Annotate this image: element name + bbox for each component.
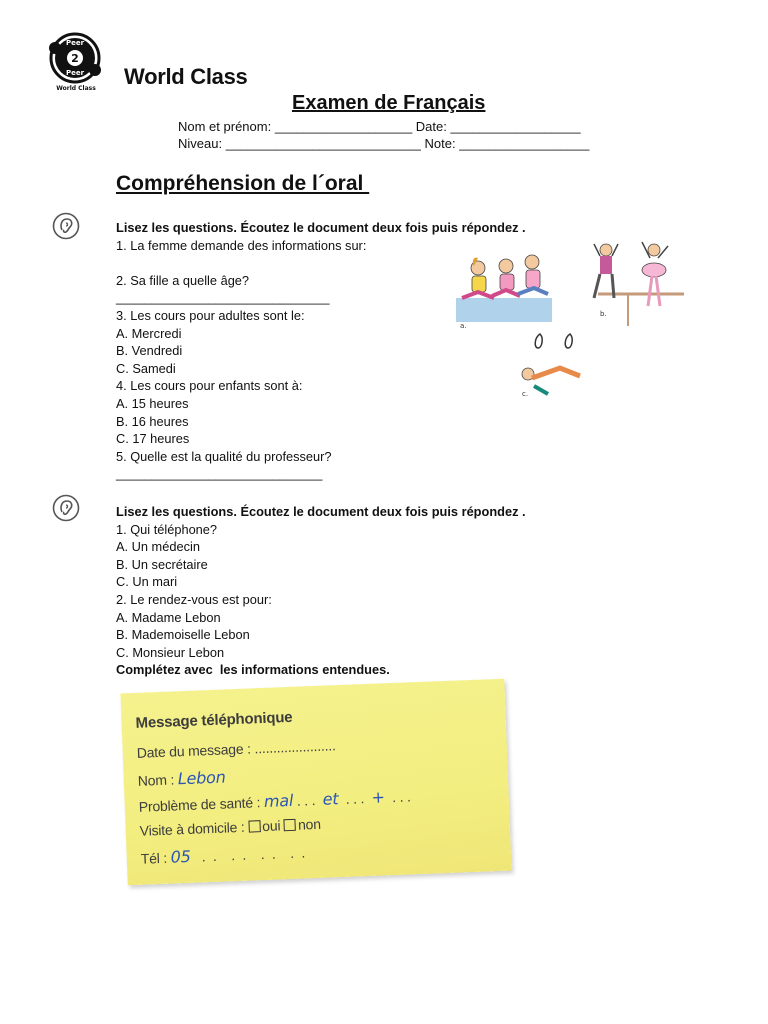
note-phone-value: 05 bbox=[170, 846, 192, 867]
sticky-note bbox=[120, 679, 511, 886]
note-phone-dots: . . . . . . . . bbox=[190, 844, 306, 865]
note-health-label: Problème de santé : bbox=[138, 794, 265, 815]
oui-checkbox[interactable] bbox=[248, 820, 260, 832]
note-title: Message téléphonique bbox=[135, 708, 293, 732]
instruction-line: Lisez les questions. Écoutez le document deux fois puis répondez . bbox=[116, 504, 526, 519]
question-line: B. Un secrétaire bbox=[116, 556, 208, 572]
illustration-label-c: c. bbox=[522, 390, 529, 398]
logo-caption: World Class bbox=[56, 85, 96, 92]
note-health-value-3: + bbox=[371, 787, 386, 807]
question-line: A. Mercredi bbox=[116, 325, 182, 341]
note-date-line: Date du message : ...................... bbox=[136, 737, 336, 761]
world-class-logo bbox=[48, 30, 104, 92]
ear-icon bbox=[52, 494, 80, 522]
note-name-label: Nom : bbox=[137, 771, 179, 789]
note-health-line bbox=[138, 786, 410, 815]
question-line: _____________________________ bbox=[116, 466, 323, 482]
note-visit-line bbox=[139, 816, 321, 839]
note-health-dots-3: . . . bbox=[384, 788, 411, 806]
note-health-dots-1: . . . bbox=[292, 791, 323, 809]
instruction-line: Lisez les questions. Écoutez le document deux fois puis répondez . bbox=[116, 220, 526, 235]
logo-number: 2 bbox=[71, 52, 79, 65]
header-name-date-line: Nom et prénom: ___________________ Date: __________________ bbox=[178, 119, 581, 134]
question-line: B. Mademoiselle Lebon bbox=[116, 627, 250, 643]
question-line: 2. Sa fille a quelle âge? bbox=[116, 272, 250, 288]
note-health-dots-2: . . . bbox=[338, 789, 372, 808]
listening-part2-questions bbox=[116, 503, 576, 679]
question-line: C. Un mari bbox=[116, 574, 178, 590]
illustration-label-b: b. bbox=[600, 310, 607, 318]
question-line: 3. Les cours pour adultes sont le: bbox=[116, 307, 305, 323]
brand-name: World Class bbox=[124, 64, 248, 89]
question-line: C. Samedi bbox=[116, 360, 176, 376]
non-checkbox[interactable] bbox=[284, 819, 296, 831]
illustration-label-a: a. bbox=[460, 322, 467, 330]
question-line: A. 15 heures bbox=[116, 395, 189, 411]
question-line: 1. Qui téléphone? bbox=[116, 521, 218, 537]
exam-title: Examen de Français bbox=[292, 92, 486, 114]
note-visit-label: Visite à domicile : bbox=[139, 818, 249, 839]
note-phone-line bbox=[140, 842, 305, 867]
activities-illustration bbox=[448, 236, 688, 402]
question-line: 1. La femme demande des informations sur: bbox=[116, 237, 367, 253]
note-phone-label: Tél : bbox=[140, 849, 172, 867]
note-name-value: Lebon bbox=[177, 767, 226, 789]
question-line: B. 16 heures bbox=[116, 413, 189, 429]
gymnastics-image bbox=[522, 334, 580, 398]
note-name-line bbox=[137, 767, 226, 789]
header-level-grade-line: Niveau: ___________________________ Note: __________________ bbox=[178, 136, 590, 151]
question-line: ______________________________ bbox=[116, 290, 330, 306]
section-title: Compréhension de l´oral bbox=[116, 172, 370, 195]
question-line: A. Un médecin bbox=[116, 539, 200, 555]
question-line: 4. Les cours pour enfants sont à: bbox=[116, 378, 303, 394]
question-line: 2. Le rendez-vous est pour: bbox=[116, 591, 272, 607]
yoga-class-image bbox=[456, 255, 552, 330]
logo-bottom-text: Peer bbox=[65, 69, 85, 77]
question-line: C. 17 heures bbox=[116, 431, 190, 447]
non-label: non bbox=[297, 815, 322, 833]
question-line: C. Monsieur Lebon bbox=[116, 644, 225, 660]
ballet-class-image bbox=[594, 242, 684, 326]
instruction-line: Complétez avec les informations entendues. bbox=[116, 662, 390, 678]
question-line: A. Madame Lebon bbox=[116, 609, 221, 625]
note-health-value-2: et bbox=[322, 789, 339, 809]
note-health-value-1: mal bbox=[263, 790, 294, 812]
question-line: B. Vendredi bbox=[116, 343, 183, 359]
question-line: 5. Quelle est la qualité du professeur? bbox=[116, 448, 332, 464]
oui-label: oui bbox=[261, 817, 281, 835]
logo-top-text: Peer bbox=[65, 39, 85, 47]
ear-icon bbox=[52, 212, 80, 240]
telephone-message-note bbox=[116, 680, 516, 890]
